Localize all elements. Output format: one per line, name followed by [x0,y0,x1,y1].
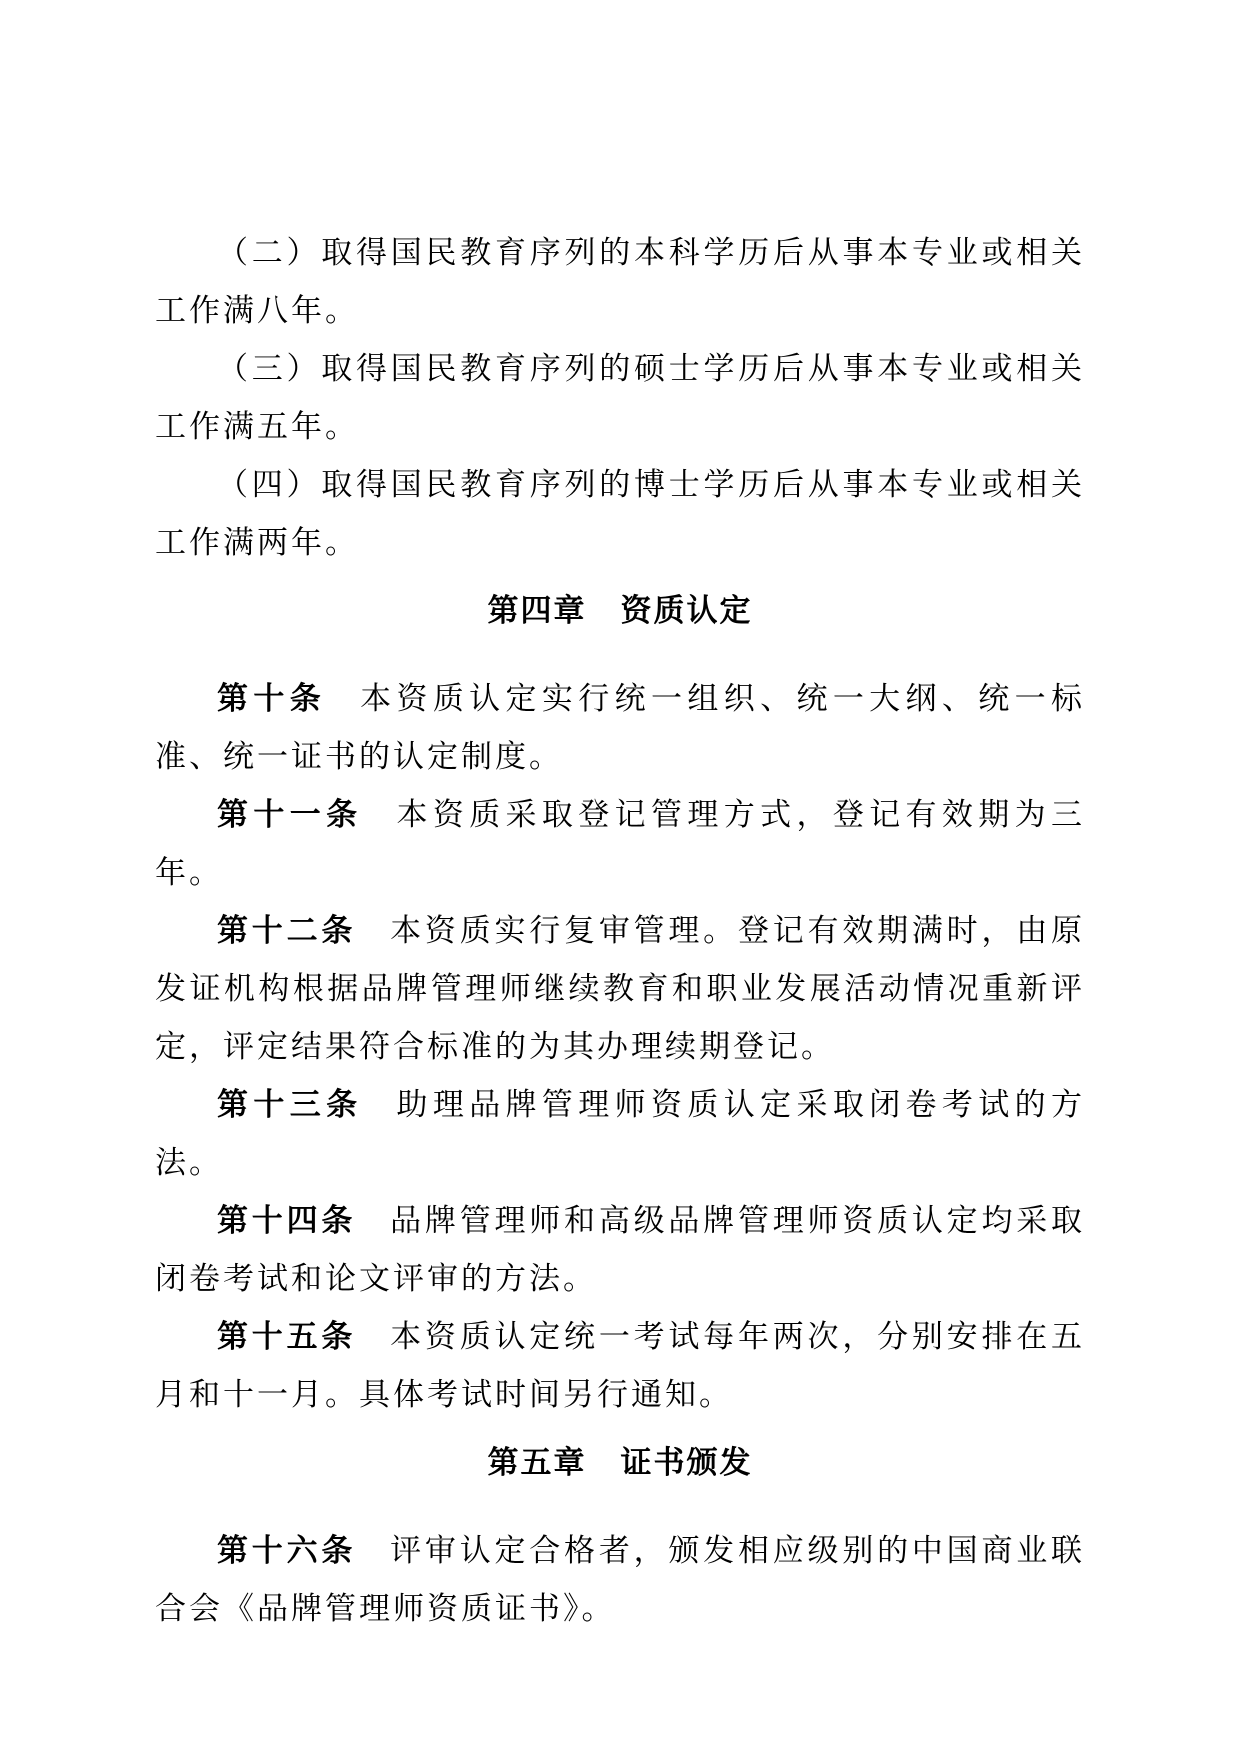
article-text: 评审认定合格者，颁发相应级别的中国商业联合会《品牌管理师资质证书》。 [155,1533,1086,1627]
article-10 [155,670,1085,786]
article-text: 本资质采取登记管理方式，登记有效期为三年。 [155,797,1086,891]
article-text: 本资质认定实行统一组织、统一大纲、统一标准、统一证书的认定制度。 [155,681,1086,775]
article-text: 本资质认定统一考试每年两次，分别安排在五月和十一月。具体考试时间另行通知。 [155,1319,1086,1413]
article-14 [155,1192,1085,1308]
article-label: 第十三条 [217,1087,363,1123]
article-label: 第十条 [217,681,327,717]
article-label: 第十六条 [217,1533,357,1569]
condition-item-4: （四）取得国民教育序列的博士学历后从事本专业或相关工作满两年。 [155,467,1085,561]
article-label: 第十四条 [217,1203,357,1239]
article-text: 品牌管理师和高级品牌管理师资质认定均采取闭卷考试和论文评审的方法。 [155,1203,1086,1297]
chapter-title: 资质认定 [620,593,753,629]
article-text: 助理品牌管理师资质认定采取闭卷考试的方法。 [155,1087,1086,1181]
condition-item-2: （二）取得国民教育序列的本科学历后从事本专业或相关工作满八年。 [155,235,1085,329]
article-16 [155,1522,1085,1638]
condition-item-3: （三）取得国民教育序列的硕士学历后从事本专业或相关工作满五年。 [155,351,1085,445]
article-11 [155,786,1085,902]
chapter-title: 证书颁发 [620,1445,753,1481]
document-page [155,224,1085,1638]
article-15 [155,1308,1085,1424]
chapter-number: 第五章 [487,1445,587,1481]
chapter-heading-4 [155,582,1085,640]
article-label: 第十一条 [217,797,363,833]
article-label: 第十五条 [217,1319,357,1355]
article-text: 本资质实行复审管理。登记有效期满时，由原发证机构根据品牌管理师继续教育和职业发展活动情况重新评定，评定结果符合标准的为其办理续期登记。 [155,913,1086,1065]
article-13 [155,1076,1085,1192]
article-label: 第十二条 [217,913,357,949]
chapter-heading-5 [155,1434,1085,1492]
article-12 [155,902,1085,1076]
chapter-number: 第四章 [487,593,587,629]
